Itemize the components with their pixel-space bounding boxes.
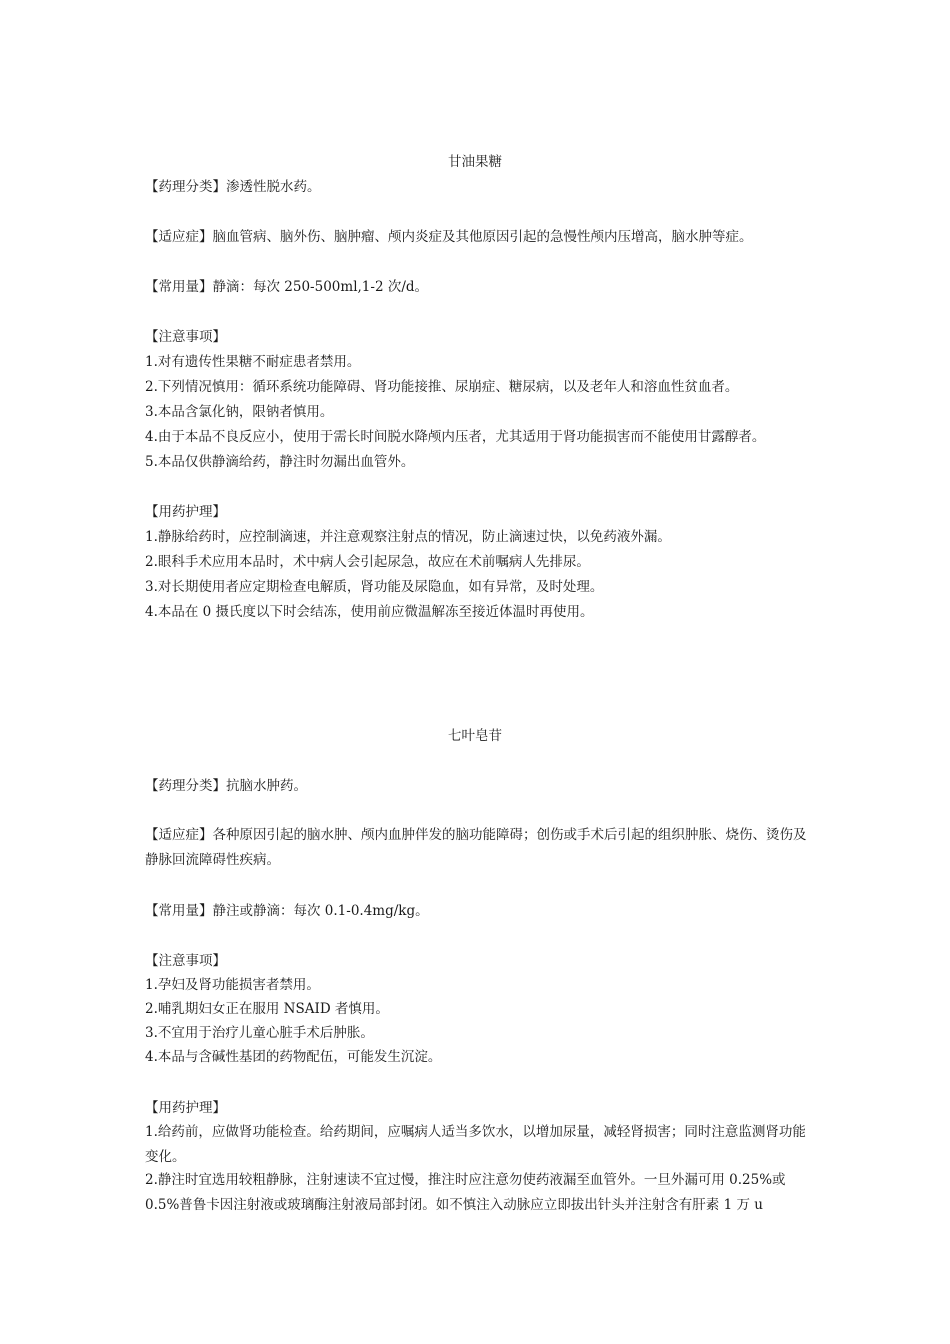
drug1-nursing-item: 2.眼科手术应用本品时，术中病人会引起尿急，故应在术前嘱病人先排尿。 <box>145 554 590 570</box>
drug2-classification: 【药理分类】抗脑水肿药。 <box>145 778 307 794</box>
drug1-precaution-item: 2.下列情况慎用：循环系统功能障碍、肾功能接推、尿崩症、糖尿病，以及老年人和溶血性贫血者。 <box>145 379 739 395</box>
drug1-title: 甘油果糖 <box>448 154 502 170</box>
drug1-precaution-item: 1.对有遗传性果糖不耐症患者禁用。 <box>145 354 361 370</box>
drug2-nursing-item: 1.给药前，应做肾功能检查。给药期间，应嘱病人适当多饮水，以增加尿量，减轻肾损害；同时注意监测肾功能变化。 <box>145 1124 806 1165</box>
drug1-dosage: 【常用量】静滴：每次 250-500ml,1-2 次/d。 <box>145 279 429 295</box>
drug2-title: 七叶皂苷 <box>448 728 502 744</box>
drug2-indication: 【适应症】各种原因引起的脑水肿、颅内血肿伴发的脑功能障碍；创伤或手术后引起的组织肿胀、烧伤、烫伤及静脉回流障碍性疾病。 <box>145 827 807 868</box>
drug1-nursing-heading: 【用药护理】 <box>145 504 226 520</box>
drug2-dosage: 【常用量】静注或静滴：每次 0.1-0.4mg/kg。 <box>145 903 429 919</box>
drug1-nursing-item: 1.静脉给药时，应控制滴速，并注意观察注射点的情况，防止滴速过快，以免药液外漏。 <box>145 529 671 545</box>
drug1-nursing-item: 4.本品在 0 摄氏度以下时会结冻，使用前应微温解冻至接近体温时再使用。 <box>145 604 594 620</box>
drug2-nursing-item: 2.静注时宜选用较粗静脉，注射速读不宜过慢，推注时应注意勿使药液漏至血管外。一旦外漏可用 0.25%或 0.5%普鲁卡因注射液或玻璃酶注射液局部封闭。如不慎注入动脉应立即拔出针头并注射含有肝素 1 万 u <box>145 1172 786 1213</box>
drug1-precautions-heading: 【注意事项】 <box>145 329 226 345</box>
drug2-precaution-item: 3.不宜用于治疗儿童心脏手术后肿胀。 <box>145 1025 374 1041</box>
drug1-indication: 【适应症】脑血管病、脑外伤、脑肿瘤、颅内炎症及其他原因引起的急慢性颅内压增高，脑水肿等症。 <box>145 229 753 245</box>
drug2-precautions-heading: 【注意事项】 <box>145 953 226 969</box>
drug2-precaution-item: 4.本品与含碱性基团的药物配伍，可能发生沉淀。 <box>145 1049 442 1065</box>
drug1-precaution-item: 4.由于本品不良反应小，使用于需长时间脱水降颅内压者，尤其适用于肾功能损害而不能使用甘露醇者。 <box>145 429 766 445</box>
drug1-nursing-item: 3.对长期使用者应定期检查电解质，肾功能及尿隐血，如有异常，及时处理。 <box>145 579 604 595</box>
drug1-classification: 【药理分类】渗透性脱水药。 <box>145 179 321 195</box>
drug2-precaution-item: 1.孕妇及肾功能损害者禁用。 <box>145 977 320 993</box>
drug2-precaution-item: 2.哺乳期妇女正在服用 NSAID 者慎用。 <box>145 1001 389 1017</box>
drug1-precaution-item: 3.本品含氯化钠，限钠者慎用。 <box>145 404 334 420</box>
drug1-precaution-item: 5.本品仅供静滴给药，静注时勿漏出血管外。 <box>145 454 415 470</box>
drug2-nursing-heading: 【用药护理】 <box>145 1100 226 1116</box>
